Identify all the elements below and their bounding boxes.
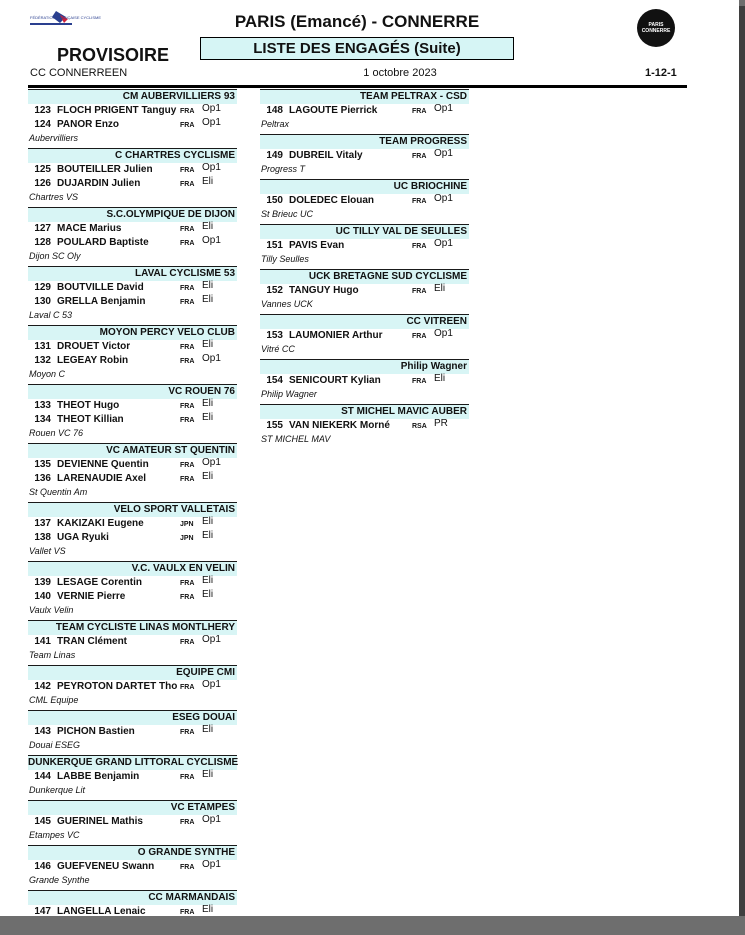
- rider-nationality: FRA: [180, 639, 195, 646]
- team-short-name: Etampes VC: [29, 830, 80, 840]
- rider-number: 138: [34, 532, 51, 543]
- rider-number: 128: [34, 237, 51, 248]
- team-name: Philip Wagner: [260, 359, 469, 374]
- rider-row: [28, 281, 237, 295]
- team-short-name: Laval C 53: [29, 310, 73, 320]
- team-name: VC AMATEUR ST QUENTIN: [28, 443, 237, 458]
- rider-number: 141: [34, 636, 51, 647]
- rider-row: [28, 815, 237, 829]
- rider-category: Op1: [434, 328, 453, 339]
- rider-number: 124: [34, 119, 51, 130]
- team-block: [260, 134, 469, 179]
- team-short-name: Chartres VS: [29, 192, 79, 202]
- rider-number: 145: [34, 816, 51, 827]
- rider-name: LABBE Benjamin: [57, 771, 140, 782]
- rider-row: [28, 725, 237, 739]
- rider-number: 151: [266, 240, 283, 251]
- rider-row: [260, 239, 469, 253]
- rider-name: GUEFVENEU Swann: [57, 861, 155, 872]
- rider-row: [260, 104, 469, 118]
- rider-category: Op1: [202, 103, 221, 114]
- rider-number: 143: [34, 726, 51, 737]
- rider-nationality: JPN: [180, 521, 194, 528]
- rider-nationality: FRA: [180, 684, 195, 691]
- team-name: EQUIPE CMI: [28, 665, 237, 680]
- rider-row: [28, 236, 237, 250]
- left-team-column: [28, 89, 237, 935]
- rider-number: 125: [34, 164, 51, 175]
- team-name: TEAM PELTRAX - CSD: [260, 89, 469, 104]
- federation-logo: [30, 9, 102, 33]
- rider-category: Op1: [202, 634, 221, 645]
- rider-nationality: FRA: [412, 153, 427, 160]
- rider-category: Eli: [202, 904, 214, 915]
- rider-row: [28, 340, 237, 354]
- rider-nationality: FRA: [180, 108, 195, 115]
- team-name: C CHARTRES CYCLISME: [28, 148, 237, 163]
- rider-category: Eli: [202, 339, 214, 350]
- team-short-name: ST MICHEL MAV: [261, 434, 331, 444]
- rider-category: PR: [434, 418, 448, 429]
- rider-name: DUBREIL Vitaly: [289, 150, 363, 161]
- team-name: S.C.OLYMPIQUE DE DIJON: [28, 207, 237, 222]
- rider-nationality: FRA: [412, 108, 427, 115]
- team-short-name: Vitré CC: [261, 344, 295, 354]
- rider-number: 133: [34, 400, 51, 411]
- rider-number: 154: [266, 375, 283, 386]
- rider-category: Eli: [434, 373, 446, 384]
- rider-row: [28, 222, 237, 236]
- team-block: [28, 845, 237, 890]
- team-name: UCK BRETAGNE SUD CYCLISME: [260, 269, 469, 284]
- rider-name: BOUTEILLER Julien: [57, 164, 153, 175]
- rider-category: Eli: [202, 530, 214, 541]
- team-short-name: Rouen VC 76: [29, 428, 84, 438]
- team-block: [260, 269, 469, 314]
- rider-row: [28, 905, 237, 919]
- rider-number: 127: [34, 223, 51, 234]
- rider-name: PICHON Bastien: [57, 726, 135, 737]
- team-block: [28, 502, 237, 561]
- rider-nationality: FRA: [180, 594, 195, 601]
- rider-row: [260, 329, 469, 343]
- team-short-name: Dijon SC Oly: [29, 251, 81, 261]
- team-block: [28, 561, 237, 620]
- rider-nationality: FRA: [180, 819, 195, 826]
- team-block: [260, 224, 469, 269]
- rider-nationality: FRA: [180, 729, 195, 736]
- rider-name: LAUMONIER Arthur: [289, 330, 383, 341]
- team-name: TEAM PROGRESS: [260, 134, 469, 149]
- race-date: 1 octobre 2023: [363, 67, 437, 79]
- team-name: CC VITREEN: [260, 314, 469, 329]
- team-name: DUNKERQUE GRAND LITTORAL CYCLISME: [28, 757, 239, 768]
- rider-name: THEOT Killian: [57, 414, 124, 425]
- rider-row: [28, 163, 237, 177]
- team-block: [28, 325, 237, 384]
- team-block: [28, 890, 237, 935]
- rider-row: [260, 149, 469, 163]
- rider-name: LEGEAY Robin: [57, 355, 129, 366]
- team-block: [28, 755, 237, 800]
- rider-number: 136: [34, 473, 51, 484]
- team-block: [260, 404, 469, 449]
- rider-category: Eli: [202, 294, 214, 305]
- rider-category: Op1: [434, 103, 453, 114]
- rider-number: 155: [266, 420, 283, 431]
- rider-number: 123: [34, 105, 51, 116]
- team-block: [28, 148, 237, 207]
- rider-number: 153: [266, 330, 283, 341]
- rider-category: Eli: [434, 283, 446, 294]
- rider-number: 131: [34, 341, 51, 352]
- rider-nationality: FRA: [180, 181, 195, 188]
- team-block: [28, 443, 237, 502]
- rider-number: 149: [266, 150, 283, 161]
- team-name: V.C. VAULX EN VELIN: [28, 561, 237, 576]
- rider-name: LANGELLA Lenaic: [57, 906, 146, 917]
- team-short-name: Peltrax: [261, 119, 290, 129]
- team-short-name: Aubervilliers: [29, 133, 79, 143]
- team-short-name: Dunkerque Lit: [29, 785, 86, 795]
- rider-number: 146: [34, 861, 51, 872]
- rider-name: BOUTVILLE David: [57, 282, 144, 293]
- team-name: VELO SPORT VALLETAIS: [28, 502, 237, 517]
- rider-name: DOLEDEC Elouan: [289, 195, 375, 206]
- team-block: [28, 207, 237, 266]
- team-block: [28, 800, 237, 845]
- rider-name: VAN NIEKERK Morné: [289, 420, 390, 431]
- rider-category: Eli: [202, 412, 214, 423]
- rider-row: [28, 472, 237, 486]
- rider-name: LARENAUDIE Axel: [57, 473, 147, 484]
- rider-name: DROUET Victor: [57, 341, 131, 352]
- rider-nationality: RSA: [412, 423, 427, 430]
- rider-row: [28, 413, 237, 427]
- rider-number: 148: [266, 105, 283, 116]
- rider-nationality: FRA: [180, 226, 195, 233]
- rider-category: Op1: [202, 162, 221, 173]
- event-logo: [637, 9, 675, 47]
- rider-row: [28, 177, 237, 191]
- team-block: [260, 359, 469, 404]
- rider-category: Op1: [434, 193, 453, 204]
- rider-name: DEVIENNE Quentin: [57, 459, 149, 470]
- rider-nationality: FRA: [180, 864, 195, 871]
- rider-number: 139: [34, 577, 51, 588]
- team-name: VC ROUEN 76: [28, 384, 237, 399]
- team-block: [260, 314, 469, 359]
- rider-row: [28, 860, 237, 874]
- rider-category: Eli: [202, 471, 214, 482]
- rider-category: Op1: [202, 353, 221, 364]
- rider-category: Eli: [202, 589, 214, 600]
- team-name: VC ETAMPES: [28, 800, 237, 815]
- team-name: ST MICHEL MAVIC AUBER: [260, 404, 469, 419]
- rider-name: DUJARDIN Julien: [57, 178, 141, 189]
- rider-row: [28, 104, 237, 118]
- team-name: CM AUBERVILLIERS 93: [28, 89, 237, 104]
- rider-nationality: FRA: [180, 580, 195, 587]
- rider-nationality: FRA: [180, 358, 195, 365]
- team-short-name: Vaulx Velin: [29, 605, 74, 615]
- rider-row: [28, 399, 237, 413]
- rider-category: Eli: [202, 280, 214, 291]
- team-short-name: Douai ESEG: [29, 740, 81, 750]
- rider-name: KAKIZAKI Eugene: [57, 518, 144, 529]
- header-divider: [28, 85, 687, 88]
- team-name: ESEG DOUAI: [28, 710, 237, 725]
- rider-name: LAGOUTE Pierrick: [289, 105, 378, 116]
- rider-name: GUERINEL Mathis: [57, 816, 143, 827]
- rider-name: UGA Ryuki: [57, 532, 109, 543]
- rider-name: PANOR Enzo: [57, 119, 120, 130]
- rider-row: [28, 635, 237, 649]
- team-name: UC TILLY VAL DE SEULLES: [260, 224, 469, 239]
- rider-category: Eli: [202, 398, 214, 409]
- rider-category: Eli: [202, 724, 214, 735]
- federation-logo-text: FÉDÉRATION FRANÇAISE CYCLISME: [30, 15, 102, 20]
- rider-nationality: FRA: [180, 299, 195, 306]
- rider-category: Op1: [202, 457, 221, 468]
- rider-number: 135: [34, 459, 51, 470]
- rider-row: [260, 194, 469, 208]
- rider-number: 142: [34, 681, 51, 692]
- team-block: [28, 89, 237, 148]
- organizer-club: CC CONNERREEN: [30, 67, 128, 79]
- rider-row: [260, 419, 469, 433]
- rider-nationality: FRA: [180, 417, 195, 424]
- team-block: [260, 89, 469, 134]
- team-name: UC BRIOCHINE: [260, 179, 469, 194]
- race-title: PARIS (Emancé) - CONNERRE: [234, 12, 480, 31]
- rider-nationality: FRA: [180, 285, 195, 292]
- rider-name: FLOCH PRIGENT Tanguy: [57, 105, 177, 116]
- rider-number: 147: [34, 906, 51, 917]
- team-name: MOYON PERCY VELO CLUB: [28, 325, 237, 340]
- rider-number: 126: [34, 178, 51, 189]
- team-block: [260, 179, 469, 224]
- rider-name: MACE Marius: [57, 223, 122, 234]
- rider-row: [28, 590, 237, 604]
- rider-row: [28, 517, 237, 531]
- rider-number: 130: [34, 296, 51, 307]
- rider-nationality: FRA: [412, 333, 427, 340]
- rider-name: TANGUY Hugo: [289, 285, 359, 296]
- team-block: [28, 665, 237, 710]
- rider-nationality: FRA: [412, 243, 427, 250]
- team-block: [28, 384, 237, 443]
- rider-number: 129: [34, 282, 51, 293]
- rider-nationality: FRA: [180, 344, 195, 351]
- rider-name: SENICOURT Kylian: [289, 375, 381, 386]
- page-shadow: [739, 6, 745, 916]
- rider-nationality: FRA: [412, 288, 427, 295]
- rider-row: [260, 284, 469, 298]
- team-block: [28, 620, 237, 665]
- event-logo-line-1: PARIS: [648, 22, 664, 28]
- rider-row: [28, 576, 237, 590]
- rider-category: Op1: [202, 117, 221, 128]
- rider-category: Eli: [202, 176, 214, 187]
- team-name: TEAM CYCLISTE LINAS MONTLHERY: [28, 620, 237, 635]
- team-short-name: St Quentin Am: [29, 487, 88, 497]
- rider-name: THEOT Hugo: [57, 400, 120, 411]
- team-short-name: Moyon C: [29, 369, 66, 379]
- rider-nationality: FRA: [180, 774, 195, 781]
- federation-logo-icon: [30, 9, 102, 33]
- rider-category: Op1: [202, 235, 221, 246]
- team-short-name: Grande Synthe: [29, 875, 90, 885]
- rider-number: 140: [34, 591, 51, 602]
- rider-category: Eli: [202, 221, 214, 232]
- rider-row: [28, 458, 237, 472]
- rider-row: [28, 295, 237, 309]
- rider-category: Op1: [434, 148, 453, 159]
- rider-category: Op1: [202, 679, 221, 690]
- rider-number: 132: [34, 355, 51, 366]
- team-short-name: Progress T: [261, 164, 306, 174]
- team-name: CC MARMANDAIS: [28, 890, 237, 905]
- rider-row: [260, 374, 469, 388]
- team-short-name: CML Equipe: [29, 695, 79, 705]
- rider-name: LESAGE Corentin: [57, 577, 143, 588]
- rider-nationality: FRA: [180, 476, 195, 483]
- rider-nationality: JPN: [180, 535, 194, 542]
- rider-category: Op1: [202, 859, 221, 870]
- rider-name: TRAN Clément: [57, 636, 128, 647]
- rider-name: PEYROTON DARTET Tho: [57, 681, 178, 692]
- rider-nationality: FRA: [412, 198, 427, 205]
- team-name: LAVAL CYCLISME 53: [28, 266, 237, 281]
- rider-row: [28, 118, 237, 132]
- rider-nationality: FRA: [180, 240, 195, 247]
- rider-nationality: FRA: [180, 909, 195, 916]
- rider-name: GRELLA Benjamin: [57, 296, 146, 307]
- team-short-name: St Brieuc UC: [261, 209, 314, 219]
- rider-row: [28, 531, 237, 545]
- race-code: 1-12-1: [645, 67, 677, 79]
- status-label: PROVISOIRE: [57, 45, 170, 65]
- list-subtitle: LISTE DES ENGAGÉS (Suite): [200, 37, 514, 60]
- rider-number: 134: [34, 414, 51, 425]
- rider-nationality: FRA: [180, 167, 195, 174]
- team-short-name: Team Linas: [29, 650, 76, 660]
- event-logo-line-2: CONNERRE: [641, 28, 671, 34]
- rider-category: Eli: [202, 575, 214, 586]
- team-block: [28, 710, 237, 755]
- rider-category: Eli: [202, 769, 214, 780]
- rider-nationality: FRA: [180, 403, 195, 410]
- rider-category: Op1: [434, 238, 453, 249]
- rider-nationality: FRA: [180, 122, 195, 129]
- rider-number: 137: [34, 518, 51, 529]
- rider-nationality: FRA: [180, 462, 195, 469]
- rider-row: [28, 770, 237, 784]
- rider-name: PAVIS Evan: [289, 240, 345, 251]
- team-short-name: Philip Wagner: [261, 389, 317, 399]
- rider-number: 150: [266, 195, 283, 206]
- rider-number: 152: [266, 285, 283, 296]
- team-short-name: Vallet VS: [29, 546, 66, 556]
- right-team-column: [260, 89, 469, 449]
- team-block: [28, 266, 237, 325]
- rider-name: VERNIE Pierre: [57, 591, 126, 602]
- rider-name: POULARD Baptiste: [57, 237, 149, 248]
- rider-nationality: FRA: [412, 378, 427, 385]
- rider-category: Op1: [202, 814, 221, 825]
- rider-category: Eli: [202, 516, 214, 527]
- team-name: O GRANDE SYNTHE: [28, 845, 237, 860]
- team-short-name: Tilly Seulles: [261, 254, 309, 264]
- rider-row: [28, 354, 237, 368]
- team-short-name: Vannes UCK: [261, 299, 313, 309]
- rider-number: 144: [34, 771, 51, 782]
- rider-row: [28, 680, 237, 694]
